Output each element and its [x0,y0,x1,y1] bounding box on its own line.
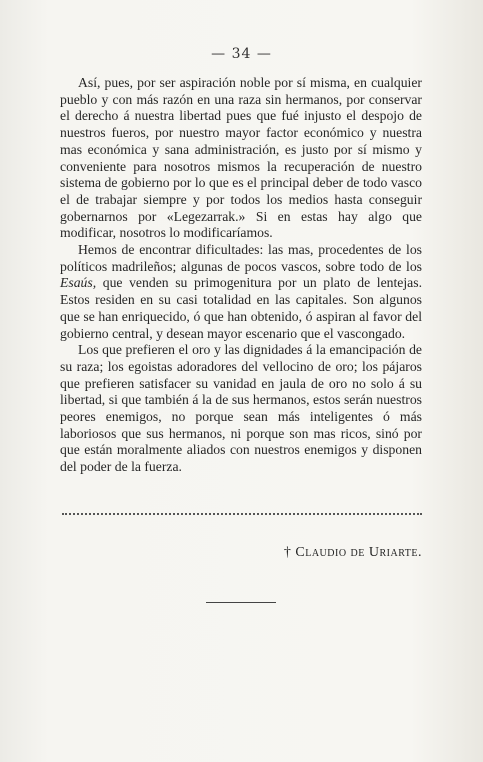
dotted-divider [62,513,422,515]
paragraph-text: que venden su primogenitura por un plato de lentejas. Estos residen en su casi totalidad en las capitales. Son algunos que se han enriquecido, ó que han obtenido, ó aspiran al favor del gobierno central, y desean mayor escenario que el vascongado. [60,275,422,341]
signature [230,545,422,561]
body-text [60,75,422,476]
italic-word: Esaús, [60,275,97,291]
end-rule [206,602,276,603]
paragraph [60,342,422,476]
paragraph [60,75,422,242]
author-name: Claudio de Uriarte. [295,545,422,560]
paragraph-text: Así, pues, por ser aspiración noble por sí misma, en cualquier pueblo y con más razón en una raza sin hermanos, por conservar el derecho á nuestra libertad pues que fué injusto el despojo de nuestros fueros, por nuestro mayor factor económico y nuestra mas económica y sana administración, es justo por sí mismo y conveniente para nosotros mismos la recuperación de nuestro sistema de gobierno por lo que es el principal deber de todo vasco el de trabajar siempre y por todos los medios hasta conseguir gobernarnos por «Legezarrak.» Si en estas hay algo que modificar, nosotros lo modificaríamos. [60,75,422,241]
cross-symbol: † [283,545,292,560]
page-number: — 34 — [211,46,272,62]
paragraph-text: Los que prefieren el oro y las dignidades á la emancipación de su raza; los egoistas adoradores del vellocino de oro; los pájaros que prefieren satisfacer su vanidad en jaula de oro no solo á su libertad, si que también á la de sus hermanos, estos serán nuestros peores enemigos, no porque sean más inteligentes ó más laboriosos que sus hermanos, ni porque son mas ricos, sinó por que están moralmente aliados con nuestros enemigos y disponen del poder de la fuerza. [60,342,422,475]
paragraph [60,242,422,342]
paragraph-text: Hemos de encontrar dificultades: las mas, procedentes de los políticos madrileños; algunas de pocos vascos, sobre todo de los [60,242,422,274]
